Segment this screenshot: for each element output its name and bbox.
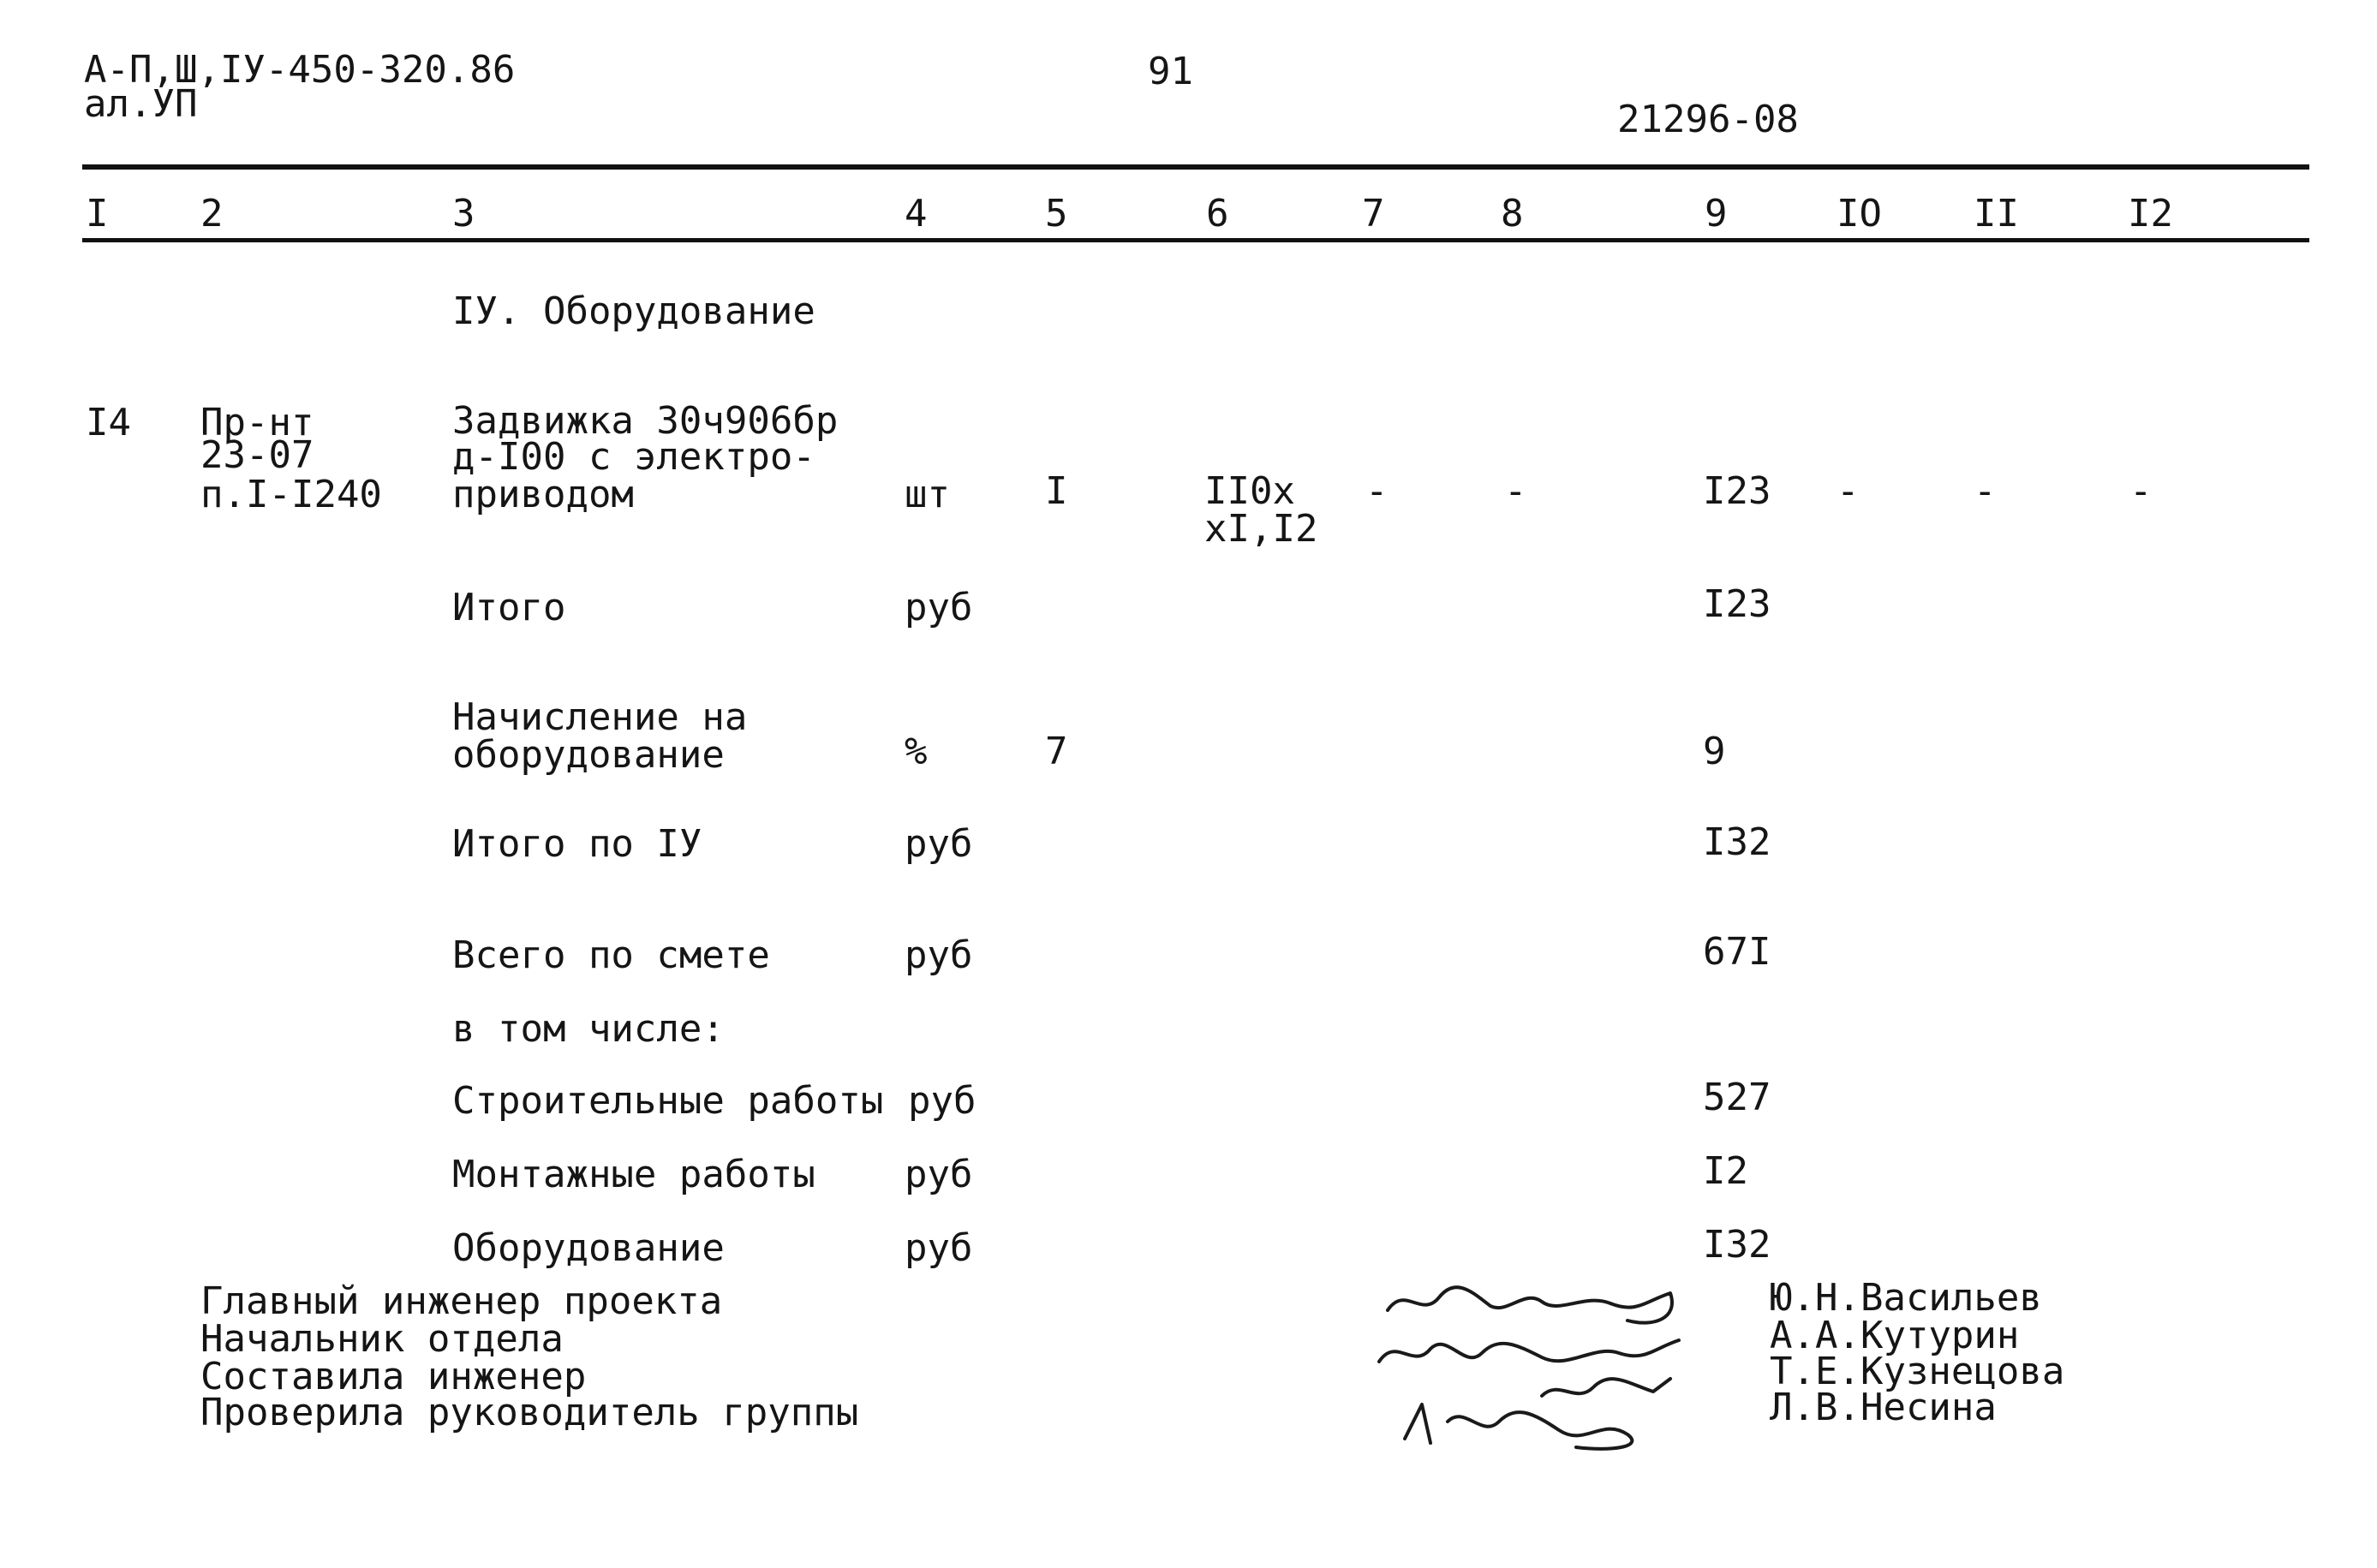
col-6: 6 [1206,192,1229,235]
signature-name-kuznetsova: Т.Е.Кузнецова [1770,1350,2065,1393]
col-7: 7 [1362,192,1385,235]
row14-qty: I [1045,469,1068,513]
row14-c7: - [1365,469,1389,513]
row14-num: I4 [86,401,131,444]
summary-unit-total-estimate: руб [905,933,973,977]
summary-unit-equipment: руб [905,1226,973,1270]
header-rule-bottom [82,238,2309,242]
row14-name-1: Задвижка 30ч906бр [452,399,839,443]
row14-c12: - [2129,469,2153,513]
summary-pct-surcharge: 7 [1045,730,1068,773]
doc-code-line2: ал.УП [84,82,198,126]
summary-unit-itogo-iv: руб [905,822,973,866]
signature-role-chief-engineer: Главный инженер проекта [200,1279,723,1323]
col-4: 4 [905,192,928,235]
summary-label-itogo-iv: Итого по IУ [452,822,702,866]
page-number: 91 [1148,50,1193,93]
summary-unit-surcharge: % [905,730,928,773]
doc-code-line1: А-П,Ш,IУ-450-320.86 [84,48,516,92]
summary-label-installation: Монтажные работы [452,1153,815,1196]
row14-price-1: II0x [1204,469,1295,513]
signature-role-compiled-by: Составила инженер [200,1355,587,1398]
row14-unit: шт [905,473,950,516]
row14-price-2: xI,I2 [1204,507,1318,551]
col-5: 5 [1045,192,1068,235]
summary-value-surcharge: 9 [1703,730,1726,773]
summary-value-construction: 527 [1703,1076,1771,1119]
signature-role-checked-by: Проверила руководитель группы [200,1391,859,1434]
row14-total: I23 [1703,469,1771,513]
summary-value-total-estimate: 67I [1703,930,1771,974]
signature-name-nesina: Л.В.Несина [1770,1386,1997,1429]
row14-basis-3: п.I-I240 [200,473,382,516]
header-rule-top [82,164,2309,170]
summary-label-itogo: Итого [452,586,566,629]
summary-unit-itogo: руб [905,586,973,629]
summary-value-itogo-iv: I32 [1703,820,1771,864]
summary-label-surcharge: Начисление на оборудование [452,695,748,777]
col-8: 8 [1501,192,1524,235]
doc-number: 21296-08 [1617,98,1799,141]
summary-value-itogo: I23 [1703,582,1771,626]
row14-c8: - [1504,469,1527,513]
col-3: 3 [452,192,475,235]
row14-c10: - [1837,469,1860,513]
row14-name-2: д-I00 с электро- [452,435,815,479]
row14-c11: - [1974,469,1997,513]
summary-value-equipment: I32 [1703,1223,1771,1267]
row14-basis-1: Пр-нт [200,401,314,444]
summary-label-construction: Строительные работы [452,1079,884,1123]
row14-name-3: приводом [452,473,634,516]
col-2: 2 [200,192,224,235]
col-10: IO [1837,192,1882,235]
row14-basis-2: 23-07 [200,433,314,477]
signature-role-dept-head: Начальник отдела [200,1317,564,1361]
handwritten-signatures [1371,1267,1747,1464]
summary-label-including: в том числе: [452,1007,725,1051]
col-9: 9 [1705,192,1728,235]
summary-label-equipment: Оборудование [452,1226,725,1270]
signature-name-kuturin: А.А.Кутурин [1770,1314,2020,1357]
summary-unit-installation: руб [905,1153,973,1196]
summary-value-installation: I2 [1703,1149,1748,1193]
section-title: IУ. Оборудование [452,289,815,333]
summary-label-total-estimate: Всего по смете [452,933,770,977]
col-12: I2 [2128,192,2173,235]
summary-unit-construction: руб [908,1079,976,1123]
col-11: II [1974,192,2019,235]
col-1: I [86,192,109,235]
signature-name-vasiliev: Ю.Н.Васильев [1770,1276,2042,1320]
